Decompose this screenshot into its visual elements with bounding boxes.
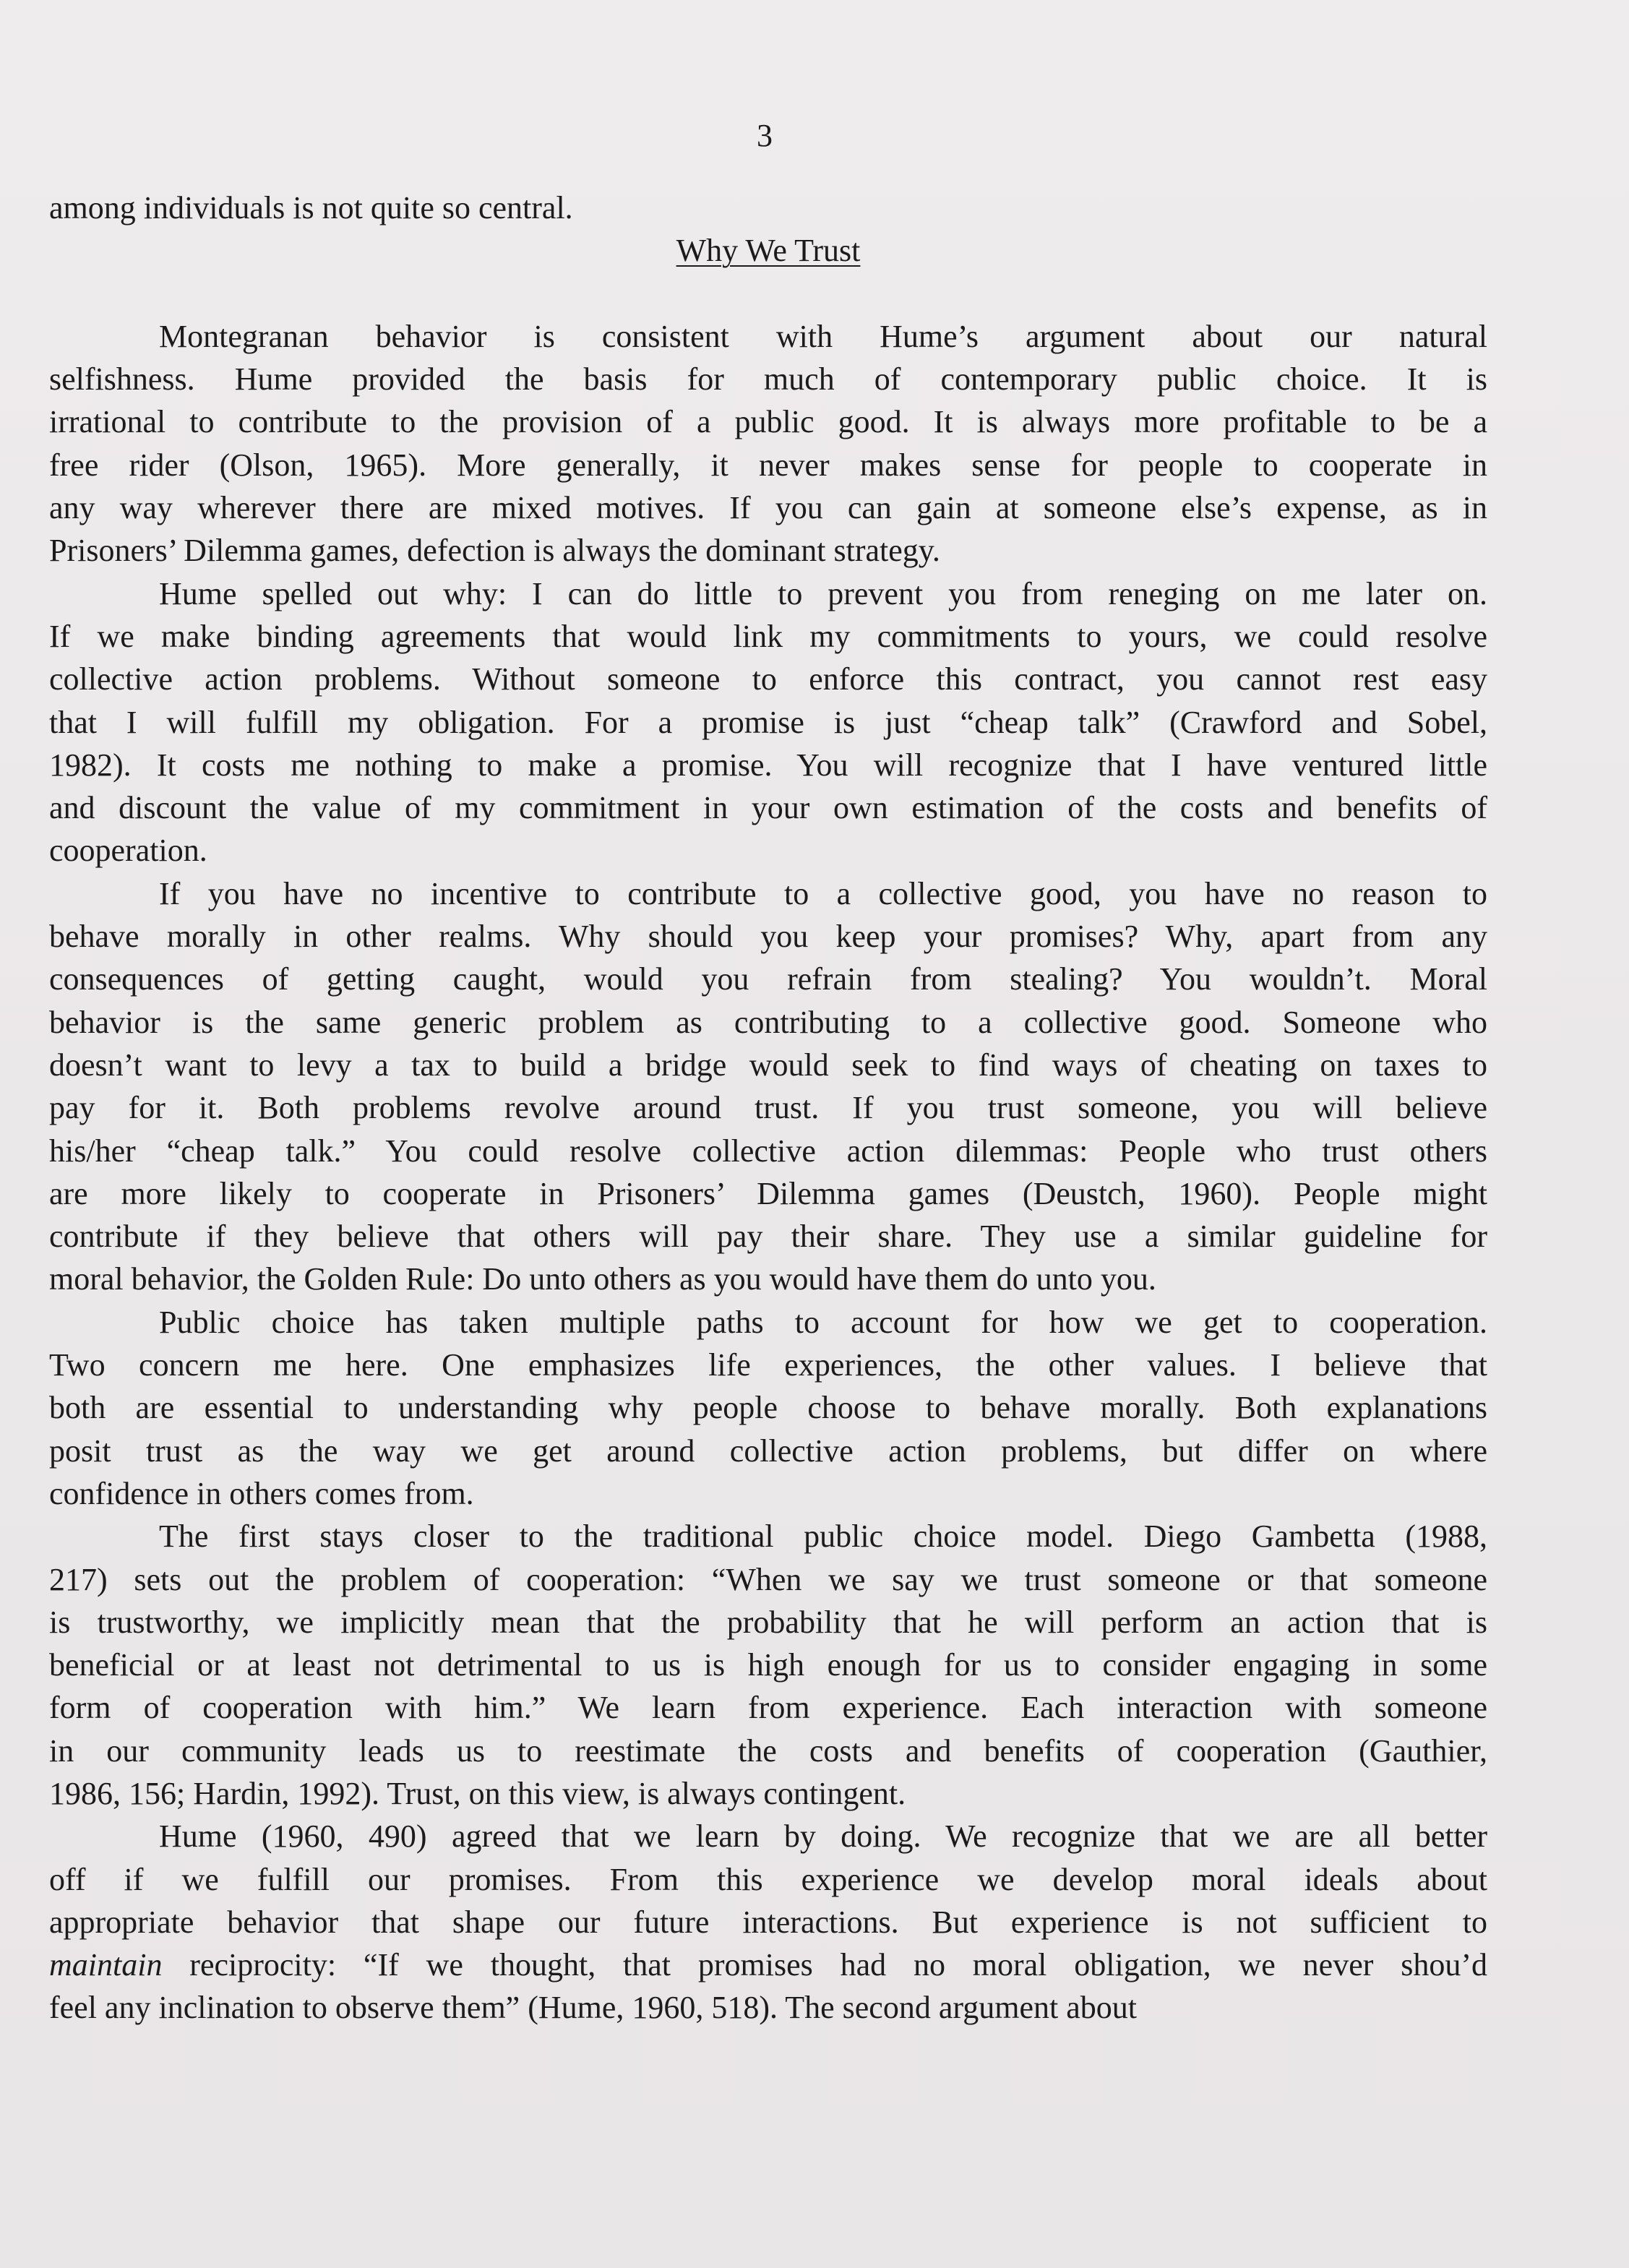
text-line: any way wherever there are mixed motives. If you can gain at someone else’s expense, as in [49,490,1487,526]
text-line: cooperation. [49,833,207,869]
text-line: appropriate behavior that shape our future interactions. But experience is not sufficient to [49,1904,1487,1940]
text-line: moral behavior, the Golden Rule: Do unto others as you would have them do unto you. [49,1261,1156,1297]
text-line: confidence in others comes from. [49,1475,474,1511]
text-line: feel any inclination to observe them” (Hume, 1960, 518). The second argument about [49,1990,1137,2026]
text-line: pay for it. Both problems revolve around trust. If you trust someone, you will believe [49,1090,1487,1126]
blank-line [49,272,1487,315]
text-line: 1986, 156; Hardin, 1992). Trust, on this view, is always contingent. [49,1775,906,1811]
text-line: both are essential to understanding why people choose to behave morally. Both explanations [49,1390,1487,1426]
text-line: beneficial or at least not detrimental to us is high enough for us to consider engaging in some [49,1647,1487,1683]
text-line: If you have no incentive to contribute to a collective good, you have no reason to [159,875,1487,911]
italic-word: maintain [49,1947,163,1983]
text-line: posit trust as the way we get around collective action problems, but differ on where [49,1432,1487,1469]
text-line: behavior is the same generic problem as contributing to a collective good. Someone who [49,1004,1487,1040]
text-line: Hume spelled out why: I can do little to prevent you from reneging on me later on. [159,575,1487,611]
heading-text: Why We Trust [676,233,861,269]
text-line: among individuals is not quite so central. [49,190,573,225]
text-line: doesn’t want to levy a tax to build a bridge would seek to find ways of cheating on taxes to [49,1047,1487,1083]
text-line: behave morally in other realms. Why should you keep your promises? Why, apart from any [49,919,1487,955]
text-line: Two concern me here. One emphasizes life experiences, the other values. I believe that [49,1347,1487,1383]
text-line: free rider (Olson, 1965). More generally, it never makes sense for people to cooperate in [49,447,1487,483]
text-fragment: reciprocity: “If we thought, that promises had no moral obligation, we never shou’d [162,1947,1487,1983]
section-heading [49,229,1487,272]
text-line: If we make binding agreements that would link my commitments to yours, we could resolve [49,618,1487,654]
text-line: Montegranan behavior is consistent with Hume’s argument about our natural [159,318,1487,354]
text-line: collective action problems. Without someone to enforce this contract, you cannot rest easy [49,661,1487,697]
text-line: 217) sets out the problem of cooperation: “When we say we trust someone or that someone [49,1561,1487,1597]
text-line: Public choice has taken multiple paths to account for how we get to cooperation. [159,1304,1487,1340]
text-line: off if we fulfill our promises. From this experience we develop moral ideals about [49,1861,1487,1897]
text-line: are more likely to cooperate in Prisoners’ Dilemma games (Deustch, 1960). People might [49,1175,1487,1211]
text-line: form of cooperation with him.” We learn from experience. Each interaction with someone [49,1690,1487,1726]
text-line: Hume (1960, 490) agreed that we learn by doing. We recognize that we are all better [159,1818,1487,1855]
text-line: selfishness. Hume provided the basis for much of contemporary public choice. It is [49,361,1487,398]
text-line: his/her “cheap talk.” You could resolve collective action dilemmas: People who trust others [49,1133,1487,1169]
text-line: irrational to contribute to the provision of a public good. It is always more profitable to be a [49,404,1487,440]
text-line: in our community leads us to reestimate the costs and benefits of cooperation (Gauthier, [49,1732,1487,1769]
text-line: and discount the value of my commitment in your own estimation of the costs and benefits of [49,790,1487,826]
text-line [49,1943,1487,1986]
page-number: 3 [757,118,773,153]
body-text [49,186,1487,2029]
text-line: contribute if they believe that others will pay their share. They use a similar guideline for [49,1219,1487,1255]
text-line: 1982). It costs me nothing to make a promise. You will recognize that I have ventured little [49,747,1487,783]
text-line: The first stays closer to the traditional public choice model. Diego Gambetta (1988, [159,1519,1487,1555]
text-line: is trustworthy, we implicitly mean that the probability that he will perform an action that is [49,1604,1487,1640]
text-line: consequences of getting caught, would you refrain from stealing? You wouldn’t. Moral [49,961,1487,997]
text-line: Prisoners’ Dilemma games, defection is always the dominant strategy. [49,533,940,569]
text-line: that I will fulfill my obligation. For a promise is just “cheap talk” (Crawford and Sobel, [49,704,1487,740]
